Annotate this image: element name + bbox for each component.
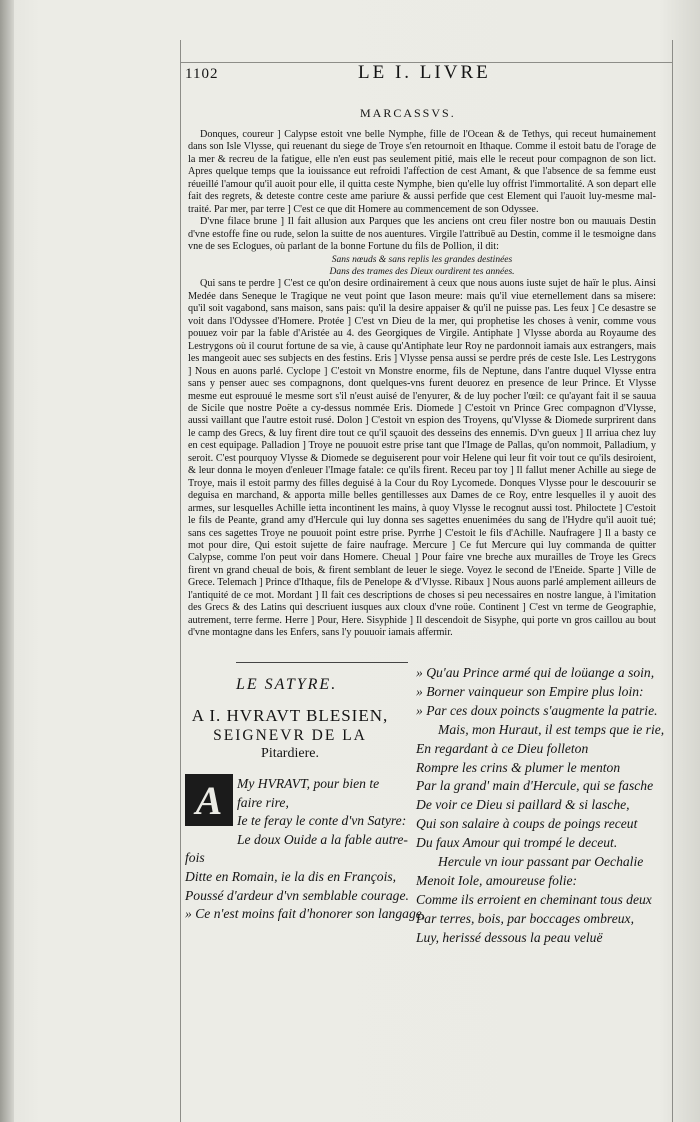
- poem-line: » Ce n'est moins fait d'honorer son langage,: [185, 906, 426, 922]
- poem-title: LE SATYRE.: [236, 676, 338, 693]
- poem-line: » Par ces doux poincts s'augmente la patrie.: [416, 702, 658, 718]
- poem-line: Par terres, bois, par boccages ombreux,: [416, 910, 634, 926]
- dedication-line: SEIGNEVR DE LA: [213, 727, 367, 744]
- right-margin-rule: [672, 40, 673, 1122]
- poem-line: Du faux Amour qui trompé le deceut.: [416, 835, 618, 851]
- commentary-paragraph: Qui sans te perdre ] C'est ce qu'on desire ordinairement à ceux que nous auons iuste sujet de haïr le plus. Ainsi Medée dans Seneque le Tragique ne veut point que Iason meure: mais qu'il viue eternellement dans sa misere: qu'il soit vagabond, sans maison, sans pais: qu'il la desire appaiser & qu'il ne puisse pas. Les feux ] Ce desastre se voit dans l'Odyssee d'Homere. Protée ] C'est vn Dieu de la mer, qui prophetise les choses à venir, comme vous pouuez voir par la fable d'Aristée au 4. des Georgiques de Virgile. Antiphate ] Vlysse aborda au Royaume des Lestrygons où il courut fortune de sa vie, à cause qu'Antiphate leur Roy ne pardonnoit iamais aux estrangers, mais les mangeoit auec ses subjects en des festins. Eris ] Vlysse pensa aussi se perdre prés de ceste Isle. Les Lestrygons ] Nous en auons parlé. Cyclope ] C'estoit vn Monstre enorme, fils de Neptune, dans l'antre duquel Vlysse entra sans y penser auec ses compagnons, dont quelques-vns furent deuorez en presence de leur Prince. Et Vlysse mesme eut esprouué le mesme sort s'il n'eust auisé de l'enyurer, & de luy pocher l'œil: ce qu'ayant fait il se sauua de Sicile que nostre Poëte a cy-dessus nommée Eris. Diomede ] C'estoit vn Prince Grec compagnon d'Vlysse, aussi vaillant que l'autre estoit rusé. Dolon ] C'estoit vn espion des Troyens, qu'Vlysse & Diomede surprirent dans le camp des Grecs, & luy firent dire tout ce qu'il sçauoit des desseins des ennemis. D'vn gueux ] Il arriua chez luy en cest equipage. Palladion ] Troye ne pouuoit estre prise tant que l'Image de Pallas, qu'on nommoit, Palladium, y seroit. C'est pourquoy Vlysse & Diomede se deguiserent pour voir Helene qui leur fit voir tout ce qu'ils desiroient, & leur donna le moyen d'enleuer l'Image fatale: ce qu'ils firent. Receu par toy ] Il fallut mener Achille au siege de Troye, mais il estoit parmy des filles deguisé à la Cour du Roy Lycomede. Donques Vlysse pour le descouurir se deguisa en marchand, & apporta mille belles gentillesses aux Dames de ce Roy, entre lesquelles il y auoit des armes, sur lesquelles Achille ietta incontinent les mains, à quoy Vlysse le recognut aussi tost. Philoctete ] C'estoit le fils de Peante, grand amy d'Hercule qui luy donna ses sagettes enuenimées du sang de l'Hydre qu'il auoit tué; sans ces sagettes Troye ne pouuoit point estre prise. Pyrrhe ] C'estoit le fils d'Achille. Naufragere ] Il a basty ce mot pour dire, Qui estoit sujette de faire naufrage. Mercure ] Ce fut Mercure qui luy commanda de quitter Calypse, comme l'on peut voir dans Homere. Cheual ] Pour faire vne breche aux murailles de Troye les Grecs firent vn grand cheual de bois, & firent semblant de leuer le siege. Voyez le second de l'Eneide. Sparte ] Ville de Grece. Telemach ] Prince d'Ithaque, fils de Penelope & d'Vlysse. Ribaux ] Nous auons parlé amplement ailleurs de l'antiquité de ce mot. Mordant ] Il fait ces descriptions de choses si peu necessaires en nostre langue, à l'imitation des Grecs & des Latins qui descriuent iusques aux cloux d'vne roüe. Continent ] C'est vn terme de Geographie, autrement, terre ferme. Herre ] Pour, Here. Sisyphide ] Il descendoit de Sisyphe, qui porte vn gros caillou au bout d'vne montagne dans les Enfers, sans l'y pouuoir iamais affermir.: [188, 278, 656, 639]
- poem-line: Rompre les crins & plumer le menton: [416, 759, 621, 775]
- poem-line: Qui son salaire à coups de poings receut: [416, 816, 638, 832]
- poem-line: Hercule vn iour passant par Oechalie: [438, 854, 644, 870]
- poem-line: fois: [185, 850, 205, 866]
- gutter-shadow: [0, 0, 14, 1122]
- poem-line: Mais, mon Huraut, il est temps que ie rie,: [438, 721, 665, 737]
- poem-line: » Borner vainqueur son Empire plus loin:: [416, 683, 644, 699]
- commentary-block: [188, 129, 656, 640]
- poem-line: Par la grand' main d'Hercule, qui se fasche: [416, 778, 654, 794]
- section-divider: [236, 662, 408, 663]
- poem-line: En regardant à ce Dieu folleton: [416, 740, 589, 756]
- dedication-line: Pitardiere.: [261, 746, 319, 761]
- poem-line: Ditte en Romain, ie la dis en François,: [185, 868, 397, 884]
- poem-right-column: [416, 664, 666, 948]
- poem-line: My HVRAVT, pour bien te: [237, 776, 380, 791]
- quoted-verse: Dans des trames des Dieux ourdirent tes années.: [329, 266, 515, 277]
- poem-line: Le doux Ouide a la fable autre-: [237, 831, 408, 847]
- poem-line: Menoit Iole, amoureuse folie:: [416, 872, 578, 888]
- running-head: LE I. LIVRE: [358, 62, 491, 83]
- commentary-paragraph: Donques, coureur ] Calypse estoit vne belle Nymphe, fille de l'Ocean & de Tethys, qui receut humainement dans son Isle Vlysse, qui reuenant du siege de Troye s'en retournoit en Ithaque. Comme il estoit batu de l'orage de la mer & recreu de la fatigue, elle n'en eust pas seulement pitié, mais elle le receut pour compagnon de son lict. Apres quelque temps que la iouissance eut refroidi l'affection de cest Amant, & que l'absence de sa femme eust réueillé l'amour qu'il auoit pour elle, il quitta ceste Nymphe, bien qu'elle luy offrist l'immortalité. A son depart elle fait des regrets, & deteste contre ceste ame pariure & aussi perfide que cest Element qui l'auoit luy-mesme mal-traité. Par mer, par terre ] C'est ce que dit Homere au commencement de son Odyssee.: [188, 129, 656, 215]
- commentary-paragraph: D'vne filace brune ] Il fait allusion aux Parques que les anciens ont creu filer nostre bon ou mauuais Destin d'vne estoffe fine ou rude, selon la suitte de nos auentures. Virgile l'attribuë au Destin, comme il le tesmoigne dans vne de ses Eclogues, où parlant de la bonne Fortune du fils de Pollion, il dit:: [188, 216, 656, 253]
- poem-line: Poussé d'ardeur d'vn semblable courage.: [185, 887, 409, 903]
- poem-line: Luy, herissé dessous la peau veluë: [416, 929, 603, 945]
- poem-left-column: [185, 775, 426, 924]
- poem-line: faire rire,: [237, 794, 289, 810]
- poem-line: » Qu'au Prince armé qui de loüange a soin,: [416, 665, 655, 680]
- poem-line: De voir ce Dieu si paillard & si lasche,: [416, 797, 630, 813]
- section-title: MARCASSVS.: [360, 106, 456, 120]
- page-number: 1102: [185, 66, 219, 82]
- poem-line: Ie te feray le conte d'vn Satyre:: [237, 813, 407, 829]
- dedication-line: A I. HVRAVT BLESIEN,: [191, 706, 389, 725]
- left-margin-rule: [180, 40, 181, 1122]
- ornamental-initial-letter: A: [195, 777, 223, 823]
- quoted-verse: Sans nœuds & sans replis les grandes destinées: [331, 254, 513, 265]
- poem-line: Comme ils erroient en cheminant tous deux: [416, 891, 652, 907]
